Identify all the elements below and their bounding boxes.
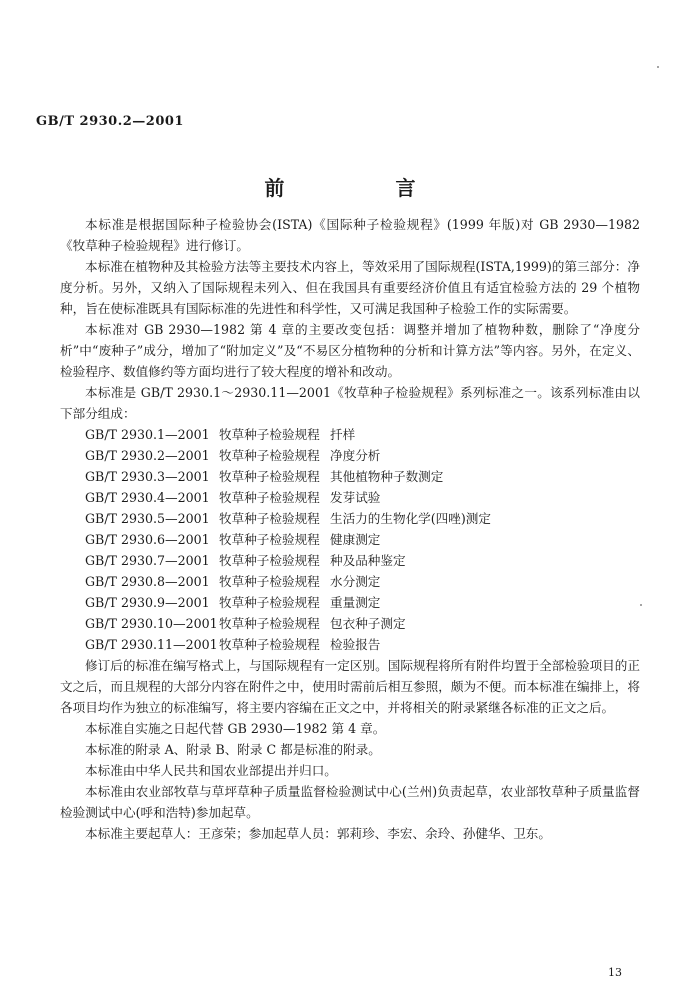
paragraph-series-intro: 本标准是 GB/T 2930.1～2930.11—2001《牧草种子检验规程》系列标准之一。该系列标准由以下部分组成：: [60, 385, 640, 421]
part-series: 牧草种子检验规程: [219, 637, 320, 652]
part-title: 扦样: [330, 427, 356, 442]
part-series: 牧草种子检验规程: [219, 574, 320, 589]
list-item: [60, 571, 640, 592]
part-series: 牧草种子检验规程: [219, 595, 320, 610]
part-code: GB/T 2930.10—2001: [85, 616, 218, 631]
list-item: [60, 445, 640, 466]
part-code: GB/T 2930.1—2001: [85, 427, 210, 442]
part-title: 检验报告: [330, 637, 381, 652]
part-series: 牧草种子检验规程: [219, 532, 320, 547]
part-series: 牧草种子检验规程: [219, 427, 320, 442]
paragraph-format-difference: 修订后的标准在编写格式上，与国际规程有一定区别。国际规程将所有附件均置于全部检验项目的正文之后，而且规程的大部分内容在附件之中，使用时需前后相互参照，颇为不便。而本标准在编排上，将各项目均作为独立的标准编写，将主要内容编在正文之中，并将相关的附录紧继各标准的正文之后。: [60, 658, 640, 715]
part-code: GB/T 2930.3—2001: [85, 469, 210, 484]
part-title: 生活力的生物化学(四唑)测定: [330, 511, 491, 526]
list-item: [60, 424, 640, 445]
paragraph-main-changes: 本标准对 GB 2930—1982 第 4 章的主要改变包括：调整并增加了植物种数，删除了“净度分析”中“废种子”成分，增加了“附加定义”及“不易区分植物种的分析和计算方法”等内容。另外，在定义、检验程序、数值修约等方面均进行了较大程度的增补和改动。: [60, 322, 640, 379]
list-item: [60, 529, 640, 550]
part-title: 包衣种子测定: [330, 616, 406, 631]
paragraph-proposed-by: 本标准由中华人民共和国农业部提出并归口。: [85, 763, 337, 778]
part-title: 净度分析: [330, 448, 381, 463]
page-title: 前 言: [264, 176, 468, 200]
list-item: [60, 466, 640, 487]
part-title: 水分测定: [330, 574, 381, 589]
part-code: GB/T 2930.5—2001: [85, 511, 210, 526]
paragraph-drafters: 本标准主要起草人：王彦荣；参加起草人员：郭莉珍、李宏、余玲、孙健华、卫东。: [85, 826, 551, 841]
part-code: GB/T 2930.11—2001: [85, 637, 218, 652]
list-item: [60, 592, 640, 613]
part-title: 重量测定: [330, 595, 381, 610]
part-title: 健康测定: [330, 532, 381, 547]
scan-speck: [657, 66, 659, 68]
part-series: 牧草种子检验规程: [219, 553, 320, 568]
part-code: GB/T 2930.7—2001: [85, 553, 210, 568]
part-series: 牧草种子检验规程: [219, 616, 320, 631]
part-code: GB/T 2930.4—2001: [85, 490, 210, 505]
part-series: 牧草种子检验规程: [219, 490, 320, 505]
part-title: 种及品种鉴定: [330, 553, 406, 568]
paragraph-drafted-by: 本标准由农业部牧草与草坪草种子质量监督检验测试中心(兰州)负责起草，农业部牧草种子质量监督检验测试中心(呼和浩特)参加起草。: [60, 784, 640, 820]
list-item: [60, 634, 640, 655]
part-series: 牧草种子检验规程: [219, 511, 320, 526]
list-item: [60, 613, 640, 634]
part-code: GB/T 2930.2—2001: [85, 448, 210, 463]
page-number: 13: [608, 966, 622, 979]
standard-number: GB/T 2930.2—2001: [36, 114, 184, 129]
part-title: 发芽试验: [330, 490, 381, 505]
part-title: 其他植物种子数测定: [330, 469, 444, 484]
paragraph-basis: 本标准是根据国际种子检验协会(ISTA)《国际种子检验规程》(1999 年版)对 GB 2930—1982《牧草种子检验规程》进行修订。: [60, 217, 640, 253]
paragraph-appendices: 本标准的附录 A、附录 B、附录 C 都是标准的附录。: [85, 742, 381, 757]
parts-list: [60, 424, 640, 655]
list-item: [60, 508, 640, 529]
paragraph-supersedes: 本标准自实施之日起代替 GB 2930—1982 第 4 章。: [85, 721, 386, 736]
list-item: [60, 487, 640, 508]
document-body: [60, 214, 640, 844]
part-code: GB/T 2930.8—2001: [85, 574, 210, 589]
part-series: 牧草种子检验规程: [219, 448, 320, 463]
part-series: 牧草种子检验规程: [219, 469, 320, 484]
list-item: [60, 550, 640, 571]
scan-speck: [640, 604, 642, 606]
part-code: GB/T 2930.9—2001: [85, 595, 210, 610]
part-code: GB/T 2930.6—2001: [85, 532, 210, 547]
paragraph-technical-content: 本标准在植物种及其检验方法等主要技术内容上，等效采用了国际规程(ISTA,1999)的第三部分：净度分析。另外，又纳入了国际规程未列入、但在我国具有重要经济价值且有适宜检验方法的 29 个植物种，旨在使标准既具有国际标准的先进性和科学性，又可满足我国种子检验工作的实际需要。: [60, 259, 640, 316]
